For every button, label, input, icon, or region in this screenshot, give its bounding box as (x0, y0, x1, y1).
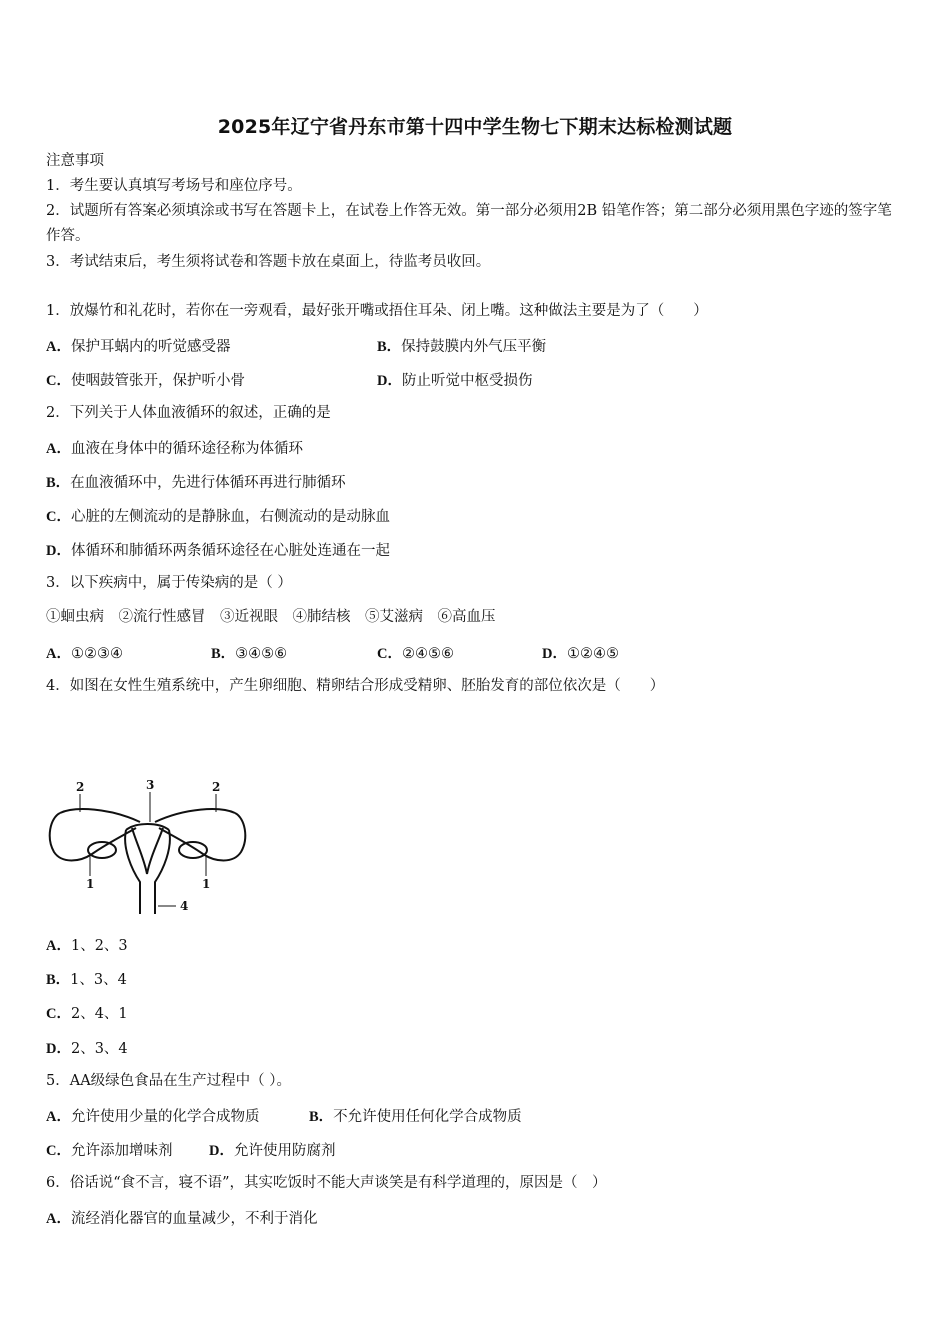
right-tube-top (155, 809, 235, 822)
option-label: D． (377, 373, 402, 389)
option-label: C． (46, 373, 71, 389)
question-1-option-a (46, 335, 230, 356)
question-5-stem: 5．AA级绿色食品在生产过程中（ ）。 (46, 1073, 292, 1089)
question-5-option-c (46, 1139, 172, 1160)
question-1-option-b (377, 335, 546, 356)
question-2-option-b (46, 471, 346, 492)
question-3-disease-list: ①蛔虫病 ②流行性感冒 ③近视眼 ④肺结核 ⑤艾滋病 ⑥高血压 (46, 609, 496, 625)
option-text: 体循环和肺循环两条循环途径在心脏处连通在一起 (70, 543, 390, 559)
question-5-option-b (309, 1105, 522, 1126)
question-4-option-d (46, 1037, 128, 1058)
question-5-option-a (46, 1105, 259, 1126)
question-4-option-b (46, 968, 127, 989)
figure-label: 2 (76, 780, 85, 794)
option-label: B． (309, 1109, 334, 1125)
option-label: A． (46, 646, 71, 662)
left-fallopian-tube (50, 813, 136, 861)
option-text: ②④⑤⑥ (401, 646, 454, 662)
question-1-option-d (377, 369, 532, 390)
option-label: C． (46, 1006, 71, 1022)
option-text: ①②③④ (70, 646, 123, 662)
option-text: ③④⑤⑥ (235, 646, 288, 662)
notice-heading: 注意事项 (46, 153, 104, 169)
question-2-option-c (46, 505, 390, 526)
question-4-option-a (46, 934, 128, 955)
question-3-option-a (46, 642, 123, 663)
question-6-option-a (46, 1207, 317, 1228)
question-3-option-c (377, 642, 454, 663)
option-label: D． (46, 1041, 71, 1057)
option-text: 保持鼓膜内外气压平衡 (401, 339, 547, 355)
question-3-stem: 3．以下疾病中，属于传染病的是（ ） (46, 575, 292, 591)
question-3-option-b (211, 642, 287, 663)
option-text: 允许使用少量的化学合成物质 (70, 1109, 260, 1125)
option-label: B． (377, 339, 402, 355)
option-label: A． (46, 339, 71, 355)
question-5-option-d (209, 1139, 335, 1160)
figure-label: 1 (202, 877, 211, 891)
page-title: 2025年辽宁省丹东市第十四中学生物七下期末达标检测试题 (217, 116, 733, 138)
option-text: 流经消化器官的血量减少，不利于消化 (70, 1211, 318, 1227)
notice-item-1: 1．考生要认真填写考场号和座位序号。 (46, 178, 302, 194)
question-2-stem: 2．下列关于人体血液循环的叙述，正确的是 (46, 405, 331, 421)
option-text: 使咽鼓管张开，保护听小骨 (70, 373, 245, 389)
option-label: D． (209, 1143, 234, 1159)
left-ovary (88, 842, 116, 858)
question-4-option-c (46, 1002, 128, 1023)
question-3-option-d (542, 642, 619, 663)
question-2-option-d (46, 539, 390, 560)
option-label: B． (211, 646, 236, 662)
option-text: 保护耳蜗内的听觉感受器 (70, 339, 231, 355)
option-label: C． (46, 509, 71, 525)
option-text: 在血液循环中，先进行体循环再进行肺循环 (70, 475, 346, 491)
option-text: 血液在身体中的循环途径称为体循环 (70, 441, 303, 457)
option-text: 2、3、4 (70, 1041, 128, 1057)
question-1-stem: 1．放爆竹和礼花时，若你在一旁观看，最好张开嘴或捂住耳朵、闭上嘴。这种做法主要是为了（ ） (46, 303, 708, 319)
option-label: B． (46, 972, 71, 988)
figure-label: 3 (146, 778, 155, 792)
option-text: 1、3、4 (70, 972, 127, 988)
option-label: A． (46, 938, 71, 954)
option-label: D． (542, 646, 567, 662)
option-text: 心脏的左侧流动的是静脉血，右侧流动的是动脉血 (70, 509, 390, 525)
figure-label: 2 (212, 780, 221, 794)
female-reproductive-system-diagram (40, 778, 255, 918)
right-ovary (179, 842, 207, 858)
figure-label: 1 (86, 877, 95, 891)
option-label: C． (46, 1143, 71, 1159)
option-label: A． (46, 441, 71, 457)
figure-label: 4 (180, 899, 189, 913)
option-text: 2、4、1 (70, 1006, 128, 1022)
option-text: 允许使用防腐剂 (233, 1143, 336, 1159)
question-4-stem: 4．如图在女性生殖系统中，产生卵细胞、精卵结合形成受精卵、胚胎发育的部位依次是（ ） (46, 678, 665, 694)
option-text: ①②④⑤ (566, 646, 619, 662)
notice-item-3: 3．考试结束后，考生须将试卷和答题卡放在桌面上，待监考员收回。 (46, 254, 491, 270)
question-1-option-c (46, 369, 245, 390)
vagina-outline (140, 906, 155, 914)
option-label: C． (377, 646, 402, 662)
option-text: 不允许使用任何化学合成物质 (333, 1109, 522, 1125)
option-label: A． (46, 1109, 71, 1125)
option-label: A． (46, 1211, 71, 1227)
option-text: 防止听觉中枢受损伤 (401, 373, 533, 389)
option-label: B． (46, 475, 71, 491)
right-fallopian-tube (159, 813, 245, 861)
question-2-option-a (46, 437, 303, 458)
uterus-cavity (132, 828, 163, 874)
option-text: 允许添加增味剂 (70, 1143, 173, 1159)
notice-item-2: 2．试题所有答案必须填涂或书写在答题卡上，在试卷上作答无效。第一部分必须用2B 铅笔作答；第二部分必须用黑色字迹的签字笔作答。 (46, 203, 892, 244)
option-label: D． (46, 543, 71, 559)
question-6-stem: 6．俗话说“食不言，寝不语”，其实吃饭时不能大声谈笑是有科学道理的，原因是（ ） (46, 1175, 607, 1191)
left-tube-top (60, 809, 140, 822)
option-text: 1、2、3 (70, 938, 128, 954)
